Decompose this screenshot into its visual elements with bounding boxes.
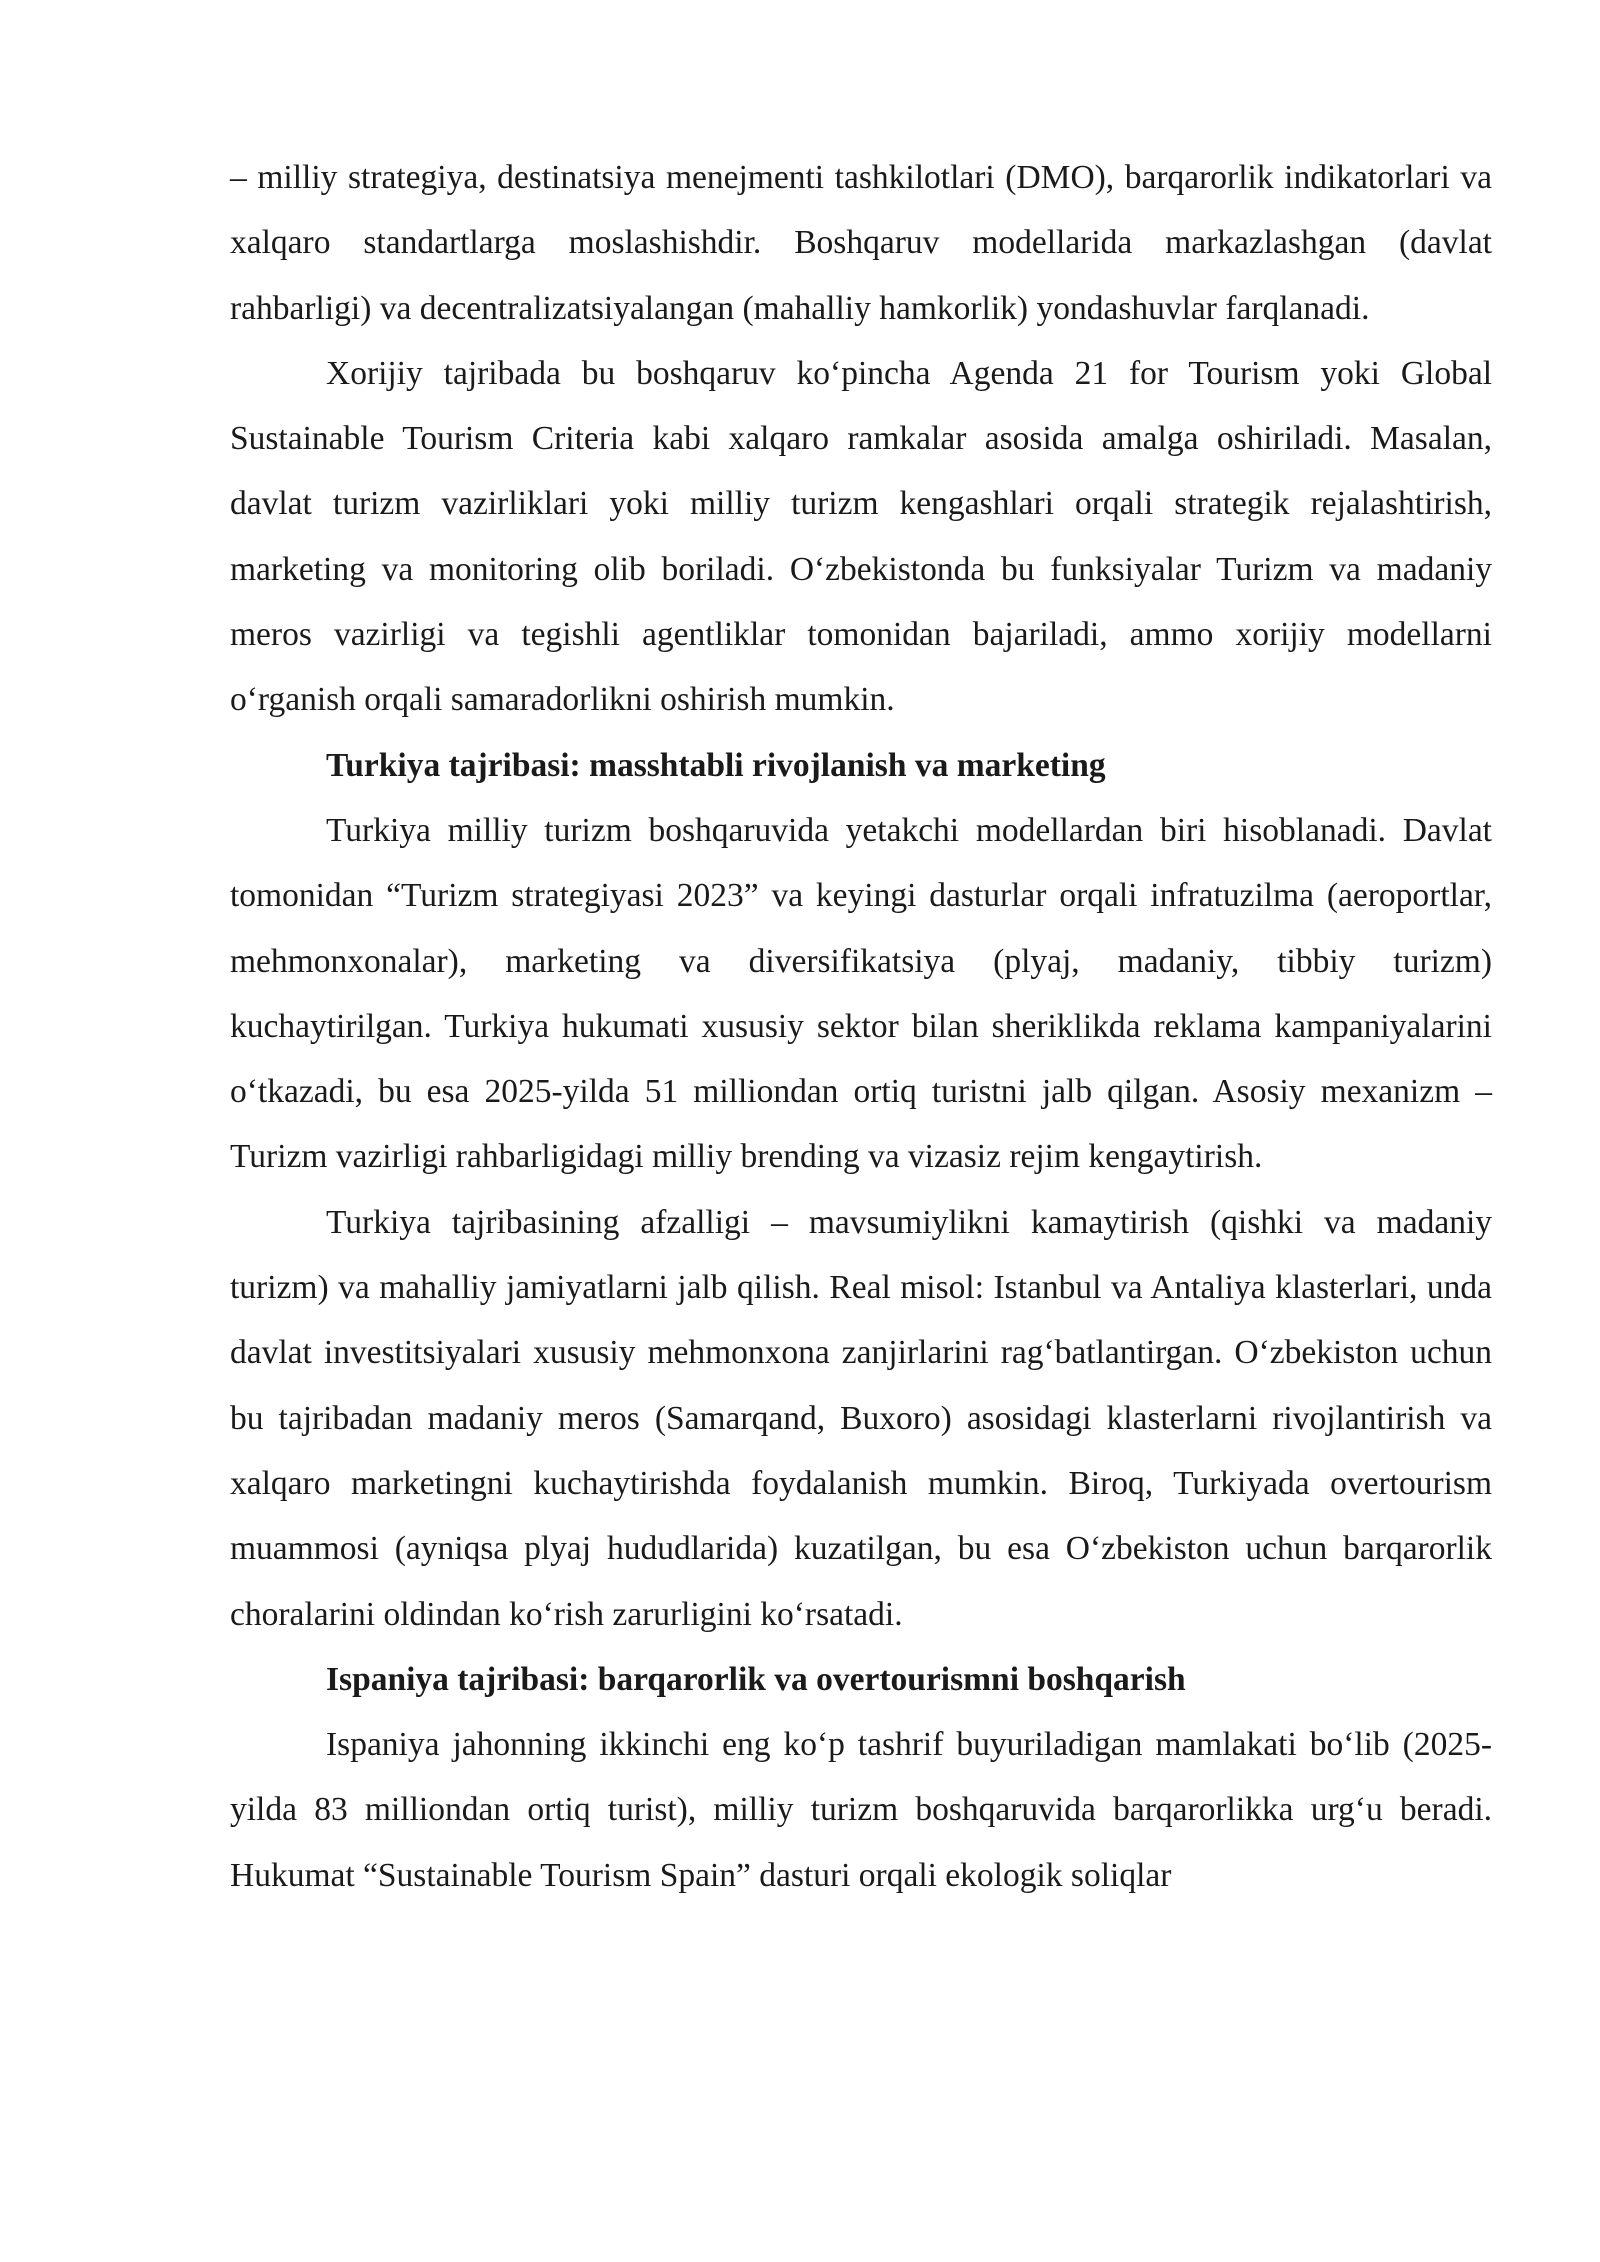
paragraph-turkey-advantages: Turkiya tajribasining afzalligi – mavsumiylikni kamaytirish (qishki va madaniy turizm) va mahalliy jamiyatlarni jalb qilish. Real misol: Istanbul va Antaliya klasterlari, unda davlat investitsiyalari xususiy mehmonxona zanjirlarini rag‘batlantirgan. O‘zbekiston uchun bu tajribadan madaniy meros (Samarqand, Buxoro) asosidagi klasterlarni rivojlantirish va xalqaro marketingni kuchaytirishda foydalanish mumkin. Biroq, Turkiyada overtourism muammosi (ayniqsa plyaj hududlarida) kuzatilgan, bu esa O‘zbekiston uchun barqarorlik choralarini oldindan ko‘rish zarurligini ko‘rsatadi. (230, 1203, 1492, 1633)
paragraph-spain-model: Ispaniya jahonning ikkinchi eng ko‘p tashrif buyuriladigan mamlakati bo‘lib (2025-yilda 83 milliondan ortiq turist), milliy turizm boshqaruvida barqarorlikka urg‘u beradi. Hukumat “Sustainable Tourism Spain” dasturi orqali ekologik soliqlar (230, 1726, 1492, 1894)
section-heading-turkey: Turkiya tajribasi: masshtabli rivojlanish va marketing (326, 746, 1106, 784)
section-heading-spain: Ispaniya tajribasi: barqarorlik va overtourismni boshqarish (326, 1660, 1186, 1698)
paragraph-intro-continuation: – milliy strategiya, destinatsiya menejmenti tashkilotlari (DMO), barqarorlik indikatorlari va xalqaro standartlarga moslashishdir. Boshqaruv modellarida markazlashgan (davlat rahbarligi) va decentralizatsiyalangan (mahalliy hamkorlik) yondashuvlar farqlanadi. (230, 159, 1492, 327)
paragraph-turkey-model: Turkiya milliy turizm boshqaruvida yetakchi modellardan biri hisoblanadi. Davlat tomonidan “Turizm strategiyasi 2023” va keyingi dasturlar orqali infratuzilma (aeroportlar, mehmonxonalar), marketing va diversifikatsiya (plyaj, madaniy, tibbiy turizm) kuchaytirilgan. Turkiya hukumati xususiy sektor bilan sheriklikda reklama kampaniyalarini o‘tkazadi, bu esa 2025-yilda 51 milliondan ortiq turistni jalb qilgan. Asosiy mexanizm – Turizm vazirligi rahbarligidagi milliy brending va vizasiz rejim kengaytirish. (230, 811, 1492, 1176)
document-page (230, 145, 1492, 1908)
paragraph-foreign-experience: Xorijiy tajribada bu boshqaruv ko‘pincha Agenda 21 for Tourism yoki Global Sustainable Tourism Criteria kabi xalqaro ramkalar asosida amalga oshiriladi. Masalan, davlat turizm vazirliklari yoki milliy turizm kengashlari orqali strategik rejalashtirish, marketing va monitoring olib boriladi. O‘zbekistonda bu funksiyalar Turizm va madaniy meros vazirligi va tegishli agentliklar tomonidan bajariladi, ammo xorijiy modellarni o‘rganish orqali samaradorlikni oshirish mumkin. (230, 354, 1492, 719)
